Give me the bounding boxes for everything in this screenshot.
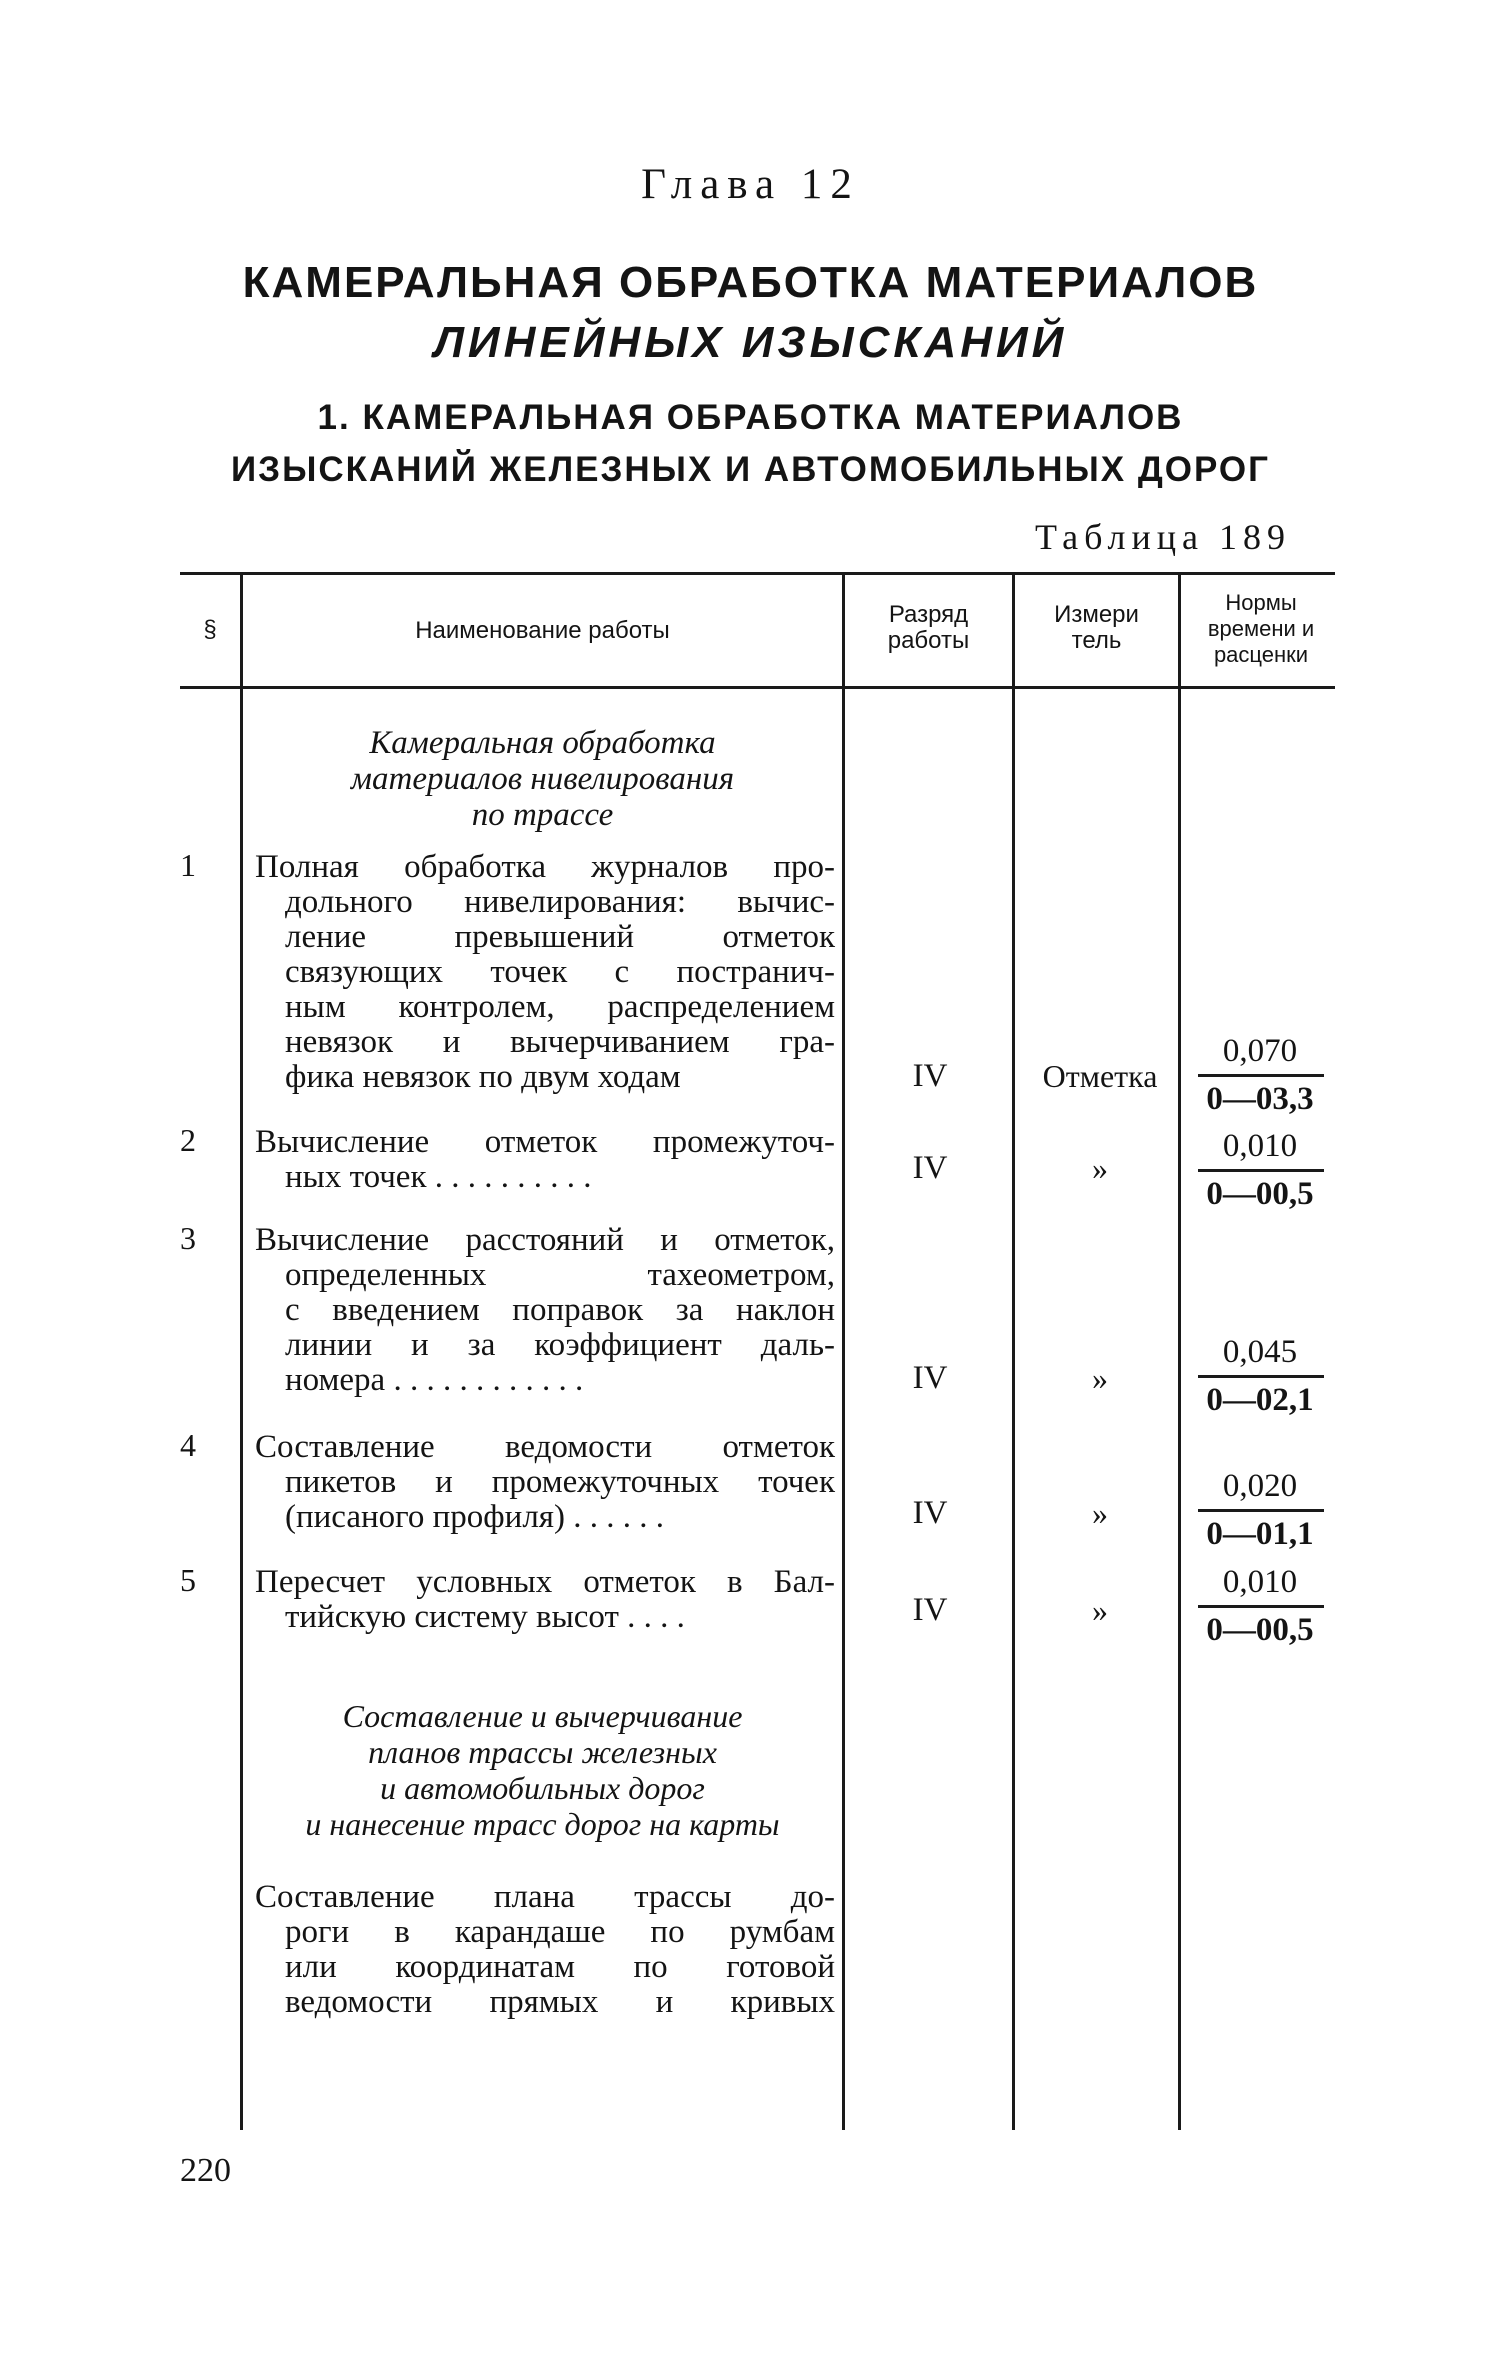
subheading-leveling: Камеральная обработка материалов нивелирования по трассе bbox=[350, 725, 735, 833]
work-description: Вычисление отметок промежуточ- ных точек . . . . . . . . . . bbox=[255, 1124, 835, 1195]
header-grade: Разряд работы bbox=[887, 601, 970, 654]
grade-value: IV bbox=[912, 1058, 948, 1094]
norm-fraction: 0,020 0—01,1 bbox=[1190, 1468, 1330, 1553]
subheading-plans: Составление и вычерчивание планов трассы железных и автомобильных дорог и нанесение трасс дорог на карты bbox=[305, 1698, 780, 1842]
header-section: § bbox=[203, 616, 217, 643]
meter-value: Отметка bbox=[1042, 1058, 1158, 1094]
header-meter: Измери тель bbox=[1054, 601, 1139, 654]
column-divider-3 bbox=[1012, 575, 1015, 2130]
row-number: 4 bbox=[180, 1427, 196, 1463]
chapter-heading: Глава 12 bbox=[641, 161, 860, 208]
row-number: 5 bbox=[180, 1562, 196, 1598]
page-number: 220 bbox=[180, 2152, 231, 2189]
norm-fraction: 0,010 0—00,5 bbox=[1190, 1128, 1330, 1213]
grade-value: IV bbox=[912, 1495, 948, 1531]
meter-value: » bbox=[1092, 1360, 1108, 1396]
work-description: Составление ведомости отметок пикетов и промежуточных точек (писаного профиля) . . . . . . bbox=[255, 1429, 835, 1535]
meter-value: » bbox=[1092, 1150, 1108, 1186]
column-divider-4 bbox=[1178, 575, 1181, 2130]
row-number: 3 bbox=[180, 1220, 196, 1256]
meter-value: » bbox=[1092, 1592, 1108, 1628]
work-description: Вычисление расстояний и отметок, определенных тахеометром, с введением поправок за наклон линии и за коэффициент даль- номера . . . . . . . . . . . . bbox=[255, 1222, 835, 1398]
section-title-line-1: 1. КАМЕРАЛЬНАЯ ОБРАБОТКА МАТЕРИАЛОВ bbox=[317, 398, 1184, 437]
table-label: Таблица 189 bbox=[1035, 517, 1291, 557]
header-work: Наименование работы bbox=[415, 617, 670, 644]
column-divider-2 bbox=[842, 575, 845, 2130]
row-number: 1 bbox=[180, 847, 196, 883]
grade-value: IV bbox=[912, 1360, 948, 1396]
chapter-title-line-1: КАМЕРАЛЬНАЯ ОБРАБОТКА МАТЕРИАЛОВ bbox=[242, 258, 1259, 307]
grade-value: IV bbox=[912, 1592, 948, 1628]
work-description-continued: Составление плана трассы до- роги в карандаше по румбам или координатам по готовой ведомости прямых и кривых bbox=[255, 1879, 835, 2020]
column-divider-1 bbox=[240, 575, 243, 2130]
table-top-rule bbox=[180, 572, 1335, 575]
chapter-title-line-2: ЛИНЕЙНЫХ ИЗЫСКАНИЙ bbox=[433, 318, 1068, 367]
norm-fraction: 0,045 0—02,1 bbox=[1190, 1334, 1330, 1419]
work-description: Полная обработка журналов про- дольного нивелирования: вычис- ление превышений отметок связующих точек с постранич- ным контролем, распределением невязок и вычерчиванием гра- фика невязок по двум ходам bbox=[255, 849, 835, 1095]
table-header-rule bbox=[180, 686, 1335, 689]
meter-value: » bbox=[1092, 1495, 1108, 1531]
norm-fraction: 0,070 0—03,3 bbox=[1190, 1033, 1330, 1118]
work-description: Пересчет условных отметок в Бал- тийскую систему высот . . . . bbox=[255, 1564, 835, 1635]
section-title-line-2: ИЗЫСКАНИЙ ЖЕЛЕЗНЫХ И АВТОМОБИЛЬНЫХ ДОРОГ bbox=[231, 450, 1270, 489]
header-norm: Нормы времени и расценки bbox=[1207, 590, 1315, 667]
row-number: 2 bbox=[180, 1122, 196, 1158]
grade-value: IV bbox=[912, 1150, 948, 1186]
norm-fraction: 0,010 0—00,5 bbox=[1190, 1564, 1330, 1649]
